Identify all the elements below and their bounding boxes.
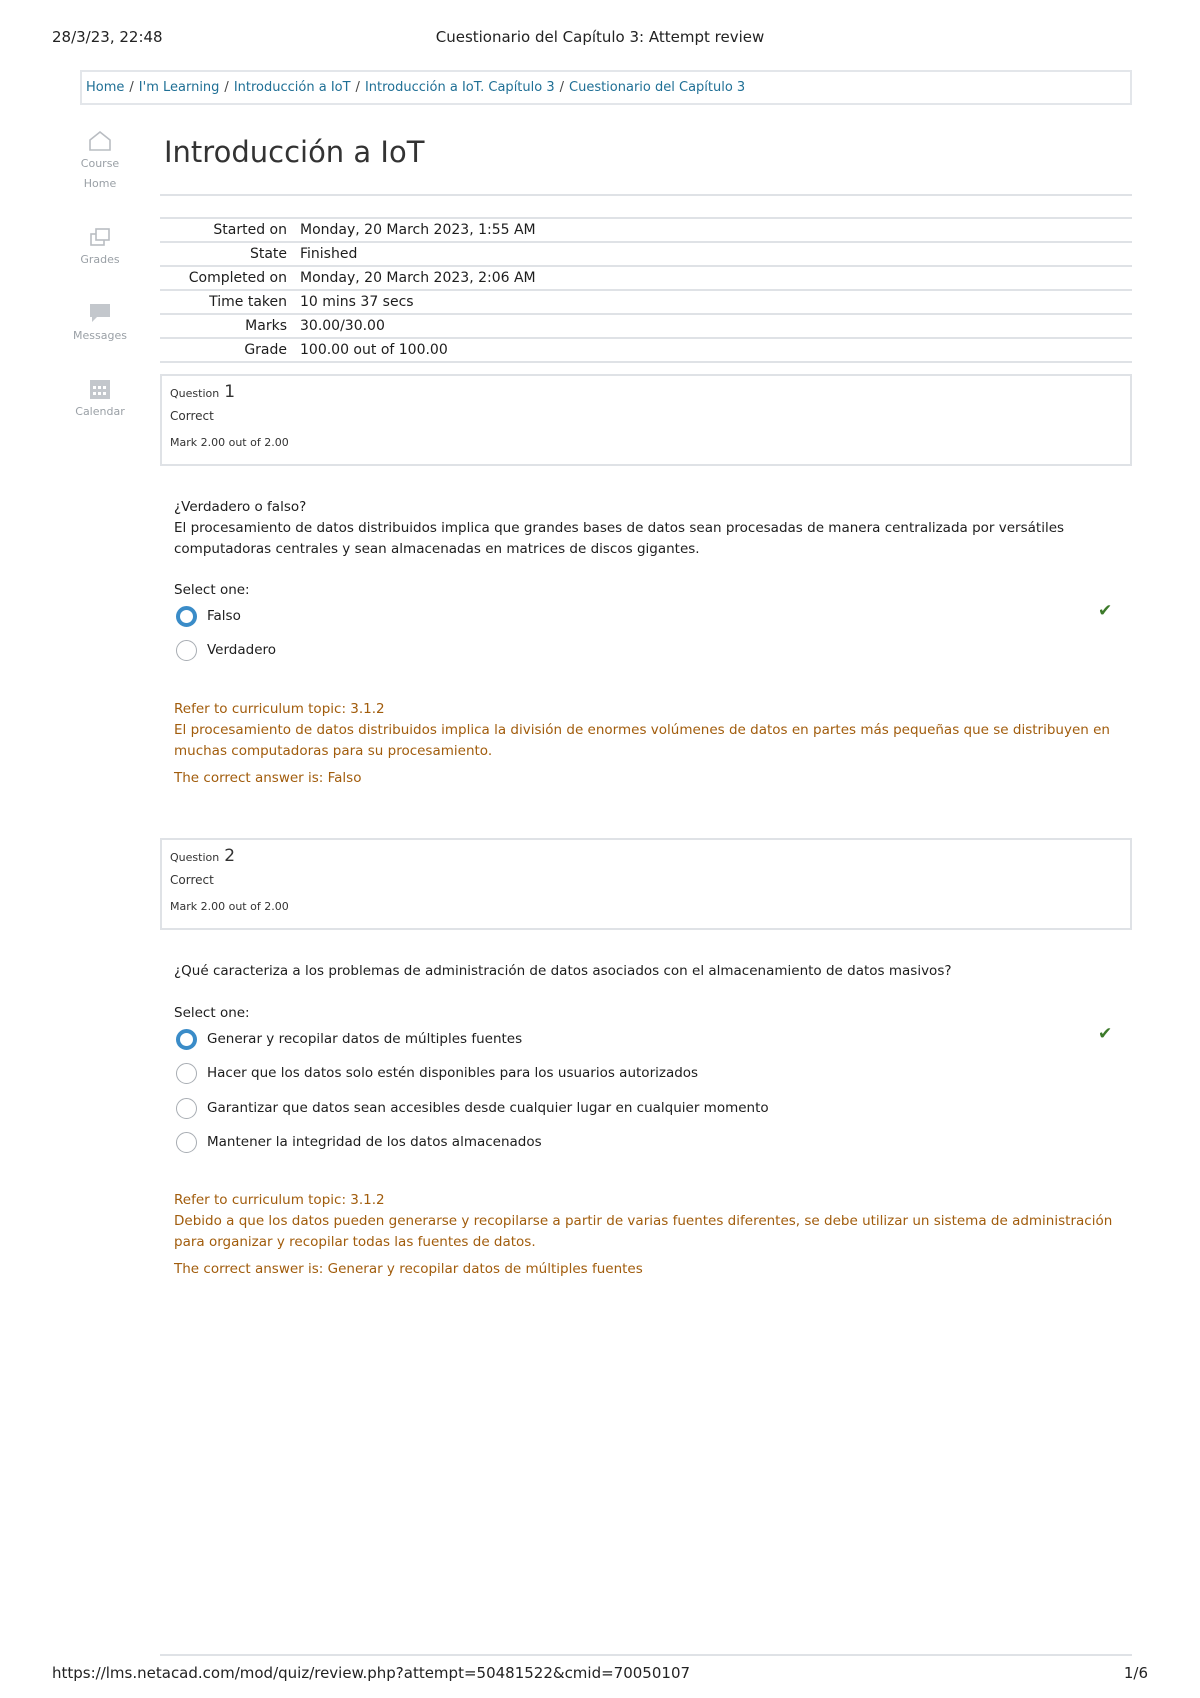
q2-option-1[interactable] — [176, 1027, 1076, 1051]
summary-value: 10 mins 37 secs — [300, 294, 414, 310]
summary-row-marks — [160, 314, 1132, 338]
divider — [160, 1654, 1132, 1656]
page-number: 1/6 — [1123, 1664, 1148, 1682]
radio-button[interactable] — [176, 640, 197, 661]
correct-check-icon: ✔ — [1098, 1024, 1113, 1044]
summary-label: Time taken — [209, 294, 287, 310]
breadcrumb-chapter[interactable]: Introducción a IoT. Capítulo 3 — [364, 80, 555, 95]
page-title: Introducción a IoT — [164, 135, 425, 169]
sidebar-label: Messages — [73, 329, 127, 342]
question-2-text — [174, 961, 1114, 982]
q2-option-2[interactable] — [176, 1061, 1076, 1085]
q1-option-verdadero[interactable] — [176, 638, 1076, 662]
sidebar-label: Home — [83, 177, 117, 190]
breadcrumb-separator: / — [224, 80, 229, 95]
radio-button[interactable] — [176, 1063, 197, 1084]
grades-icon — [87, 224, 113, 250]
attempt-summary-table — [160, 217, 1132, 363]
option-label: Mantener la integridad de los datos almacenados — [207, 1134, 542, 1150]
question-statement: El procesamiento de datos distribuidos implica que grandes bases de datos sean procesadas de manera centralizada por versátiles computadoras centrales y sean almacenadas en matrices de discos gigantes. — [174, 520, 1065, 557]
breadcrumb-quiz[interactable]: Cuestionario del Capítulo 3 — [569, 80, 746, 95]
sidebar-item-course-home[interactable] — [62, 128, 138, 194]
q1-option-falso[interactable] — [176, 604, 1076, 628]
sidebar-item-calendar[interactable] — [62, 376, 138, 422]
question-prompt: ¿Qué caracteriza a los problemas de administración de datos asociados con el almacenamiento de datos masivos? — [174, 963, 952, 979]
print-document-title: Cuestionario del Capítulo 3: Attempt review — [435, 28, 765, 46]
question-2-info — [160, 838, 1132, 930]
summary-label: Started on — [213, 222, 287, 238]
select-one-label: Select one: — [174, 582, 250, 598]
summary-row-started — [160, 218, 1132, 242]
option-label: Verdadero — [207, 642, 277, 658]
summary-value: 100.00 out of 100.00 — [300, 342, 448, 358]
breadcrumb-separator: / — [559, 80, 564, 95]
breadcrumb-separator: / — [355, 80, 360, 95]
q2-option-3[interactable] — [176, 1096, 1076, 1120]
breadcrumb — [80, 70, 1132, 105]
question-state: Correct — [170, 873, 214, 887]
option-label: Falso — [207, 608, 241, 624]
question-number: 1 — [224, 382, 236, 402]
summary-row-time-taken — [160, 290, 1132, 314]
question-label: Question — [170, 387, 220, 400]
option-label: Generar y recopilar datos de múltiples fuentes — [207, 1031, 523, 1047]
summary-row-state — [160, 242, 1132, 266]
feedback-text: El procesamiento de datos distribuidos implica la división de enormes volúmenes de datos en partes más pequeñas que se distribuyen en muchas computadoras para su procesamiento. — [174, 722, 1110, 759]
print-datetime: 28/3/23, 22:48 — [52, 28, 163, 46]
divider — [160, 194, 1132, 196]
messages-icon — [87, 300, 113, 326]
breadcrumb-home[interactable]: Home — [86, 80, 125, 95]
correct-answer: The correct answer is: Generar y recopilar datos de múltiples fuentes — [174, 1261, 643, 1277]
calendar-icon — [87, 376, 113, 402]
select-one-label: Select one: — [174, 1005, 250, 1021]
summary-row-completed — [160, 266, 1132, 290]
radio-button[interactable] — [176, 1098, 197, 1119]
breadcrumb-separator: / — [129, 80, 134, 95]
question-state: Correct — [170, 409, 214, 423]
summary-value: 30.00/30.00 — [300, 318, 385, 334]
question-1-info — [160, 374, 1132, 466]
radio-button[interactable] — [176, 1132, 197, 1153]
question-mark: Mark 2.00 out of 2.00 — [170, 900, 289, 913]
q2-option-4[interactable] — [176, 1130, 1076, 1154]
summary-value: Monday, 20 March 2023, 2:06 AM — [300, 270, 536, 286]
question-mark: Mark 2.00 out of 2.00 — [170, 436, 289, 449]
sidebar-item-messages[interactable] — [62, 300, 138, 346]
feedback-text: Debido a que los datos pueden generarse y recopilarse a partir de varias fuentes diferentes, se debe utilizar un sistema de administración para organizar y recopilar todas las fuentes de datos. — [174, 1213, 1113, 1250]
radio-button-selected[interactable] — [176, 1029, 197, 1050]
summary-label: Completed on — [188, 270, 287, 286]
breadcrumb-im-learning[interactable]: I'm Learning — [138, 80, 220, 95]
summary-label: Marks — [245, 318, 287, 334]
sidebar-label: Grades — [80, 253, 120, 266]
summary-label: Grade — [244, 342, 287, 358]
sidebar-item-grades[interactable] — [62, 224, 138, 270]
question-1-feedback — [174, 699, 1119, 789]
print-header — [52, 28, 1148, 48]
summary-label: State — [249, 246, 287, 262]
summary-value: Finished — [300, 246, 358, 262]
question-prompt: ¿Verdadero o falso? — [174, 499, 307, 515]
home-icon — [87, 128, 113, 154]
correct-answer: The correct answer is: Falso — [174, 770, 362, 786]
option-label: Garantizar que datos sean accesibles desde cualquier lugar en cualquier momento — [207, 1100, 769, 1116]
question-label: Question — [170, 851, 220, 864]
correct-check-icon: ✔ — [1098, 601, 1113, 621]
question-1-text — [174, 497, 1114, 560]
question-number: 2 — [224, 846, 236, 866]
sidebar-label: Calendar — [75, 405, 125, 418]
feedback-topic: Refer to curriculum topic: 3.1.2 — [174, 701, 385, 717]
question-2-feedback — [174, 1190, 1119, 1280]
sidebar-label: Course — [80, 157, 120, 170]
option-label: Hacer que los datos solo estén disponibles para los usuarios autorizados — [207, 1065, 699, 1081]
summary-row-grade — [160, 338, 1132, 362]
feedback-topic: Refer to curriculum topic: 3.1.2 — [174, 1192, 385, 1208]
radio-button-selected[interactable] — [176, 606, 197, 627]
breadcrumb-course[interactable]: Introducción a IoT — [233, 80, 351, 95]
print-url: https://lms.netacad.com/mod/quiz/review.php?attempt=50481522&cmid=70050107 — [52, 1664, 691, 1682]
summary-value: Monday, 20 March 2023, 1:55 AM — [300, 222, 536, 238]
